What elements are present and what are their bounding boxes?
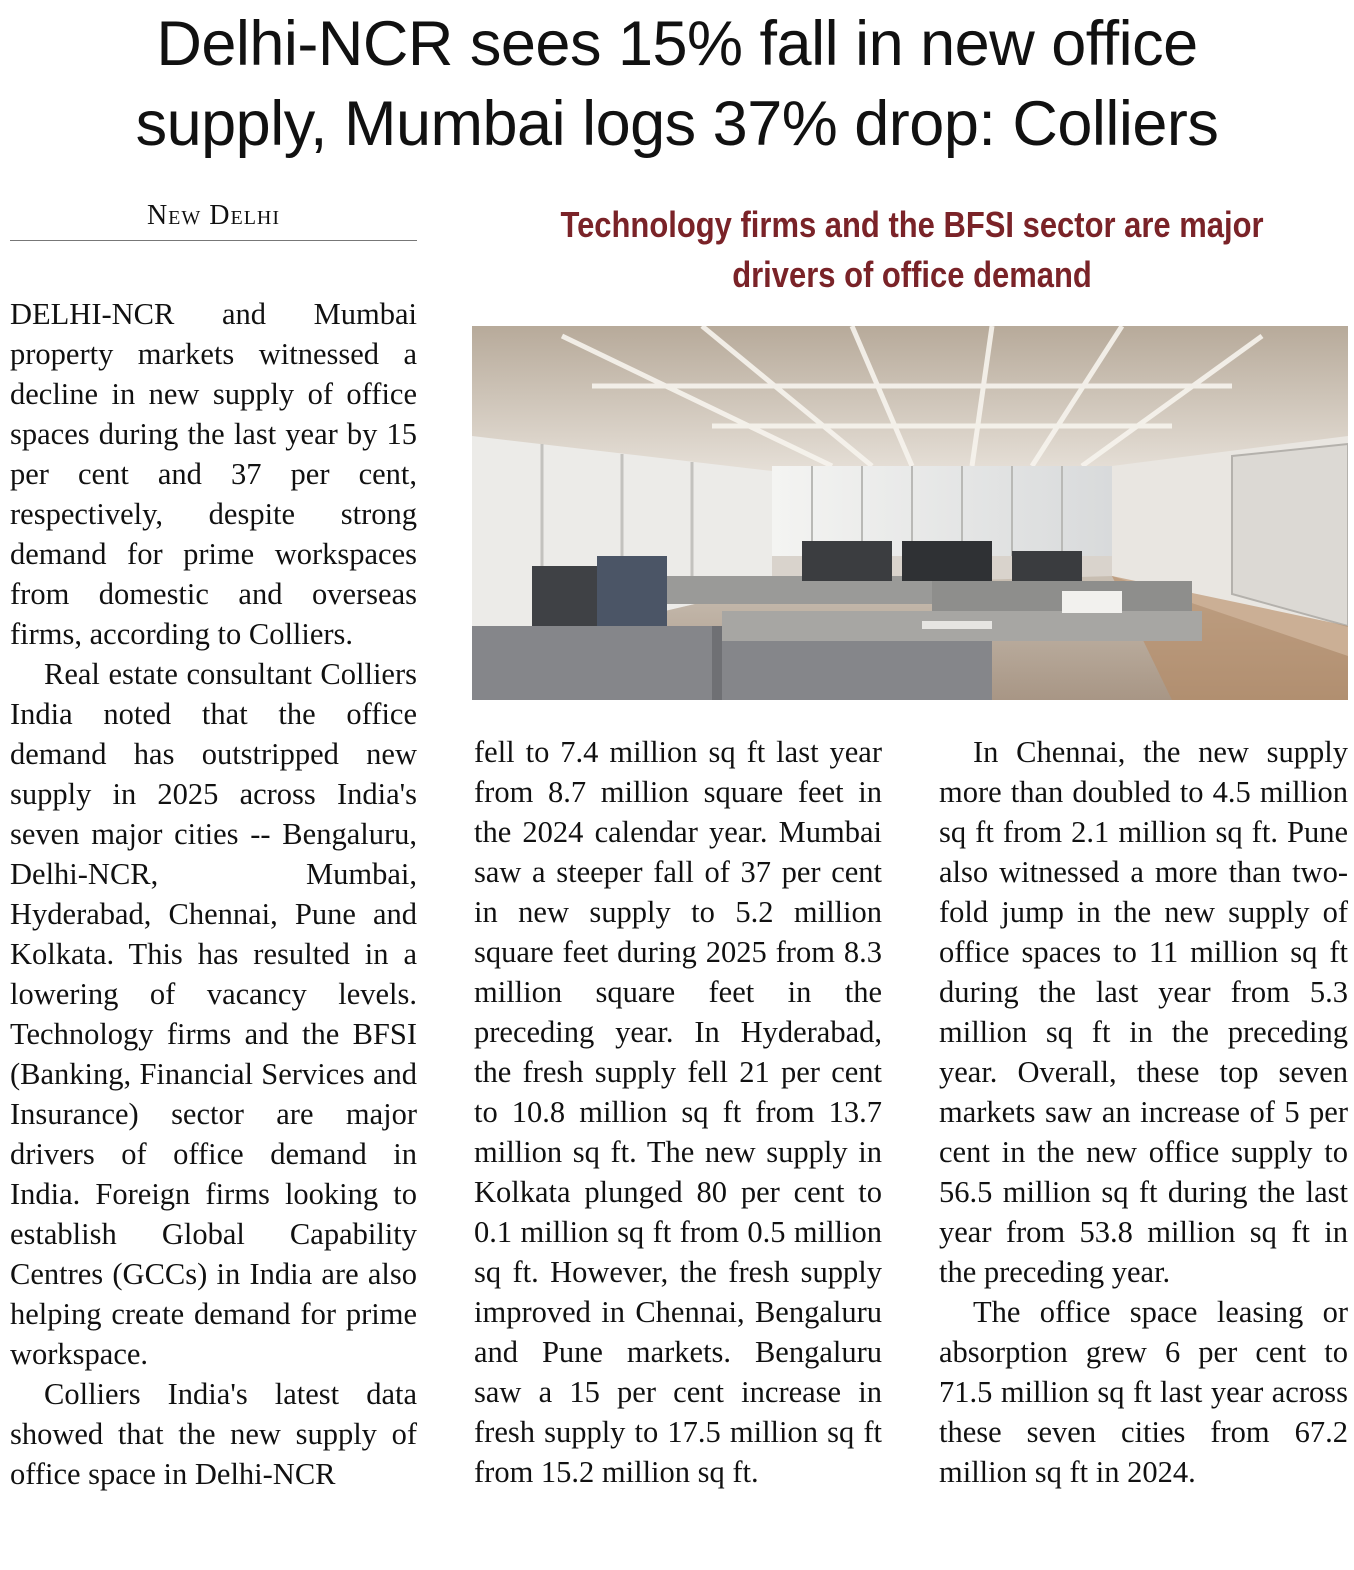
- deck-line-1: Technology firms and the BFSI sector are major: [560, 204, 1264, 245]
- deck-subheadline: [532, 200, 1292, 300]
- article-column-1: [10, 294, 417, 1494]
- headline-line-1: Delhi-NCR sees 15% fall in new office: [156, 9, 1198, 79]
- article-column-2: [474, 732, 882, 1492]
- office-photo: [472, 326, 1348, 700]
- deck-line-2: drivers of office demand: [732, 254, 1092, 295]
- paragraph: DELHI-NCR and Mumbai property markets witnessed a decline in new supply of office spaces during the last year by 15 per cent and 37 per cent, respectively, despite strong demand for prime workspaces from domestic and overseas firms, according to Colliers.: [10, 297, 417, 651]
- headline-line-2: supply, Mumbai logs 37% drop: Colliers: [135, 89, 1219, 159]
- paragraph: The office space leasing or absorption grew 6 per cent to 71.5 million sq ft last year across these seven cities from 67.2 million sq ft in 2024.: [939, 1295, 1348, 1489]
- headline: [0, 4, 1354, 164]
- paragraph: Real estate consultant Colliers India noted that the office demand has outstripped new supply in 2025 across India's seven major cities -- Bengaluru, Delhi-NCR, Mumbai, Hyderabad, Chennai, Pune and Kolkata. This has resulted in a lowering of vacancy levels. Technology firms and the BFSI (Banking, Financial Services and Insurance) sector are major drivers of office demand in India. Foreign firms looking to establish Global Capability Centres (GCCs) in India are also helping create demand for prime workspace.: [10, 657, 417, 1371]
- paragraph: Colliers India's latest data showed that the new supply of office space in Delhi-NCR: [10, 1377, 417, 1491]
- dateline: New Delhi: [10, 200, 417, 241]
- paragraph: fell to 7.4 million sq ft last year from 8.7 million square feet in the 2024 calendar year. Mumbai saw a steeper fall of 37 per cent in new supply to 5.2 million square feet during 2025 from 8.3 million square feet in the preceding year. In Hyderabad, the fresh supply fell 21 per cent to 10.8 million sq ft from 13.7 million sq ft. The new supply in Kolkata plunged 80 per cent to 0.1 million sq ft from 0.5 million sq ft. However, the fresh supply improved in Chennai, Bengaluru and Pune markets. Bengaluru saw a 15 per cent increase in fresh supply to 17.5 million sq ft from 15.2 million sq ft.: [474, 735, 882, 1489]
- article-column-3: [939, 732, 1348, 1492]
- paragraph: In Chennai, the new supply more than doubled to 4.5 million sq ft from 2.1 million sq ft. Pune also witnessed a more than two-fold jump in the new supply of office spaces to 11 million sq ft during the last year from 5.3 million sq ft in the preceding year. Overall, these top seven markets saw an increase of 5 per cent in the new office supply to 56.5 million sq ft during the last year from 53.8 million sq ft in the preceding year.: [939, 735, 1348, 1289]
